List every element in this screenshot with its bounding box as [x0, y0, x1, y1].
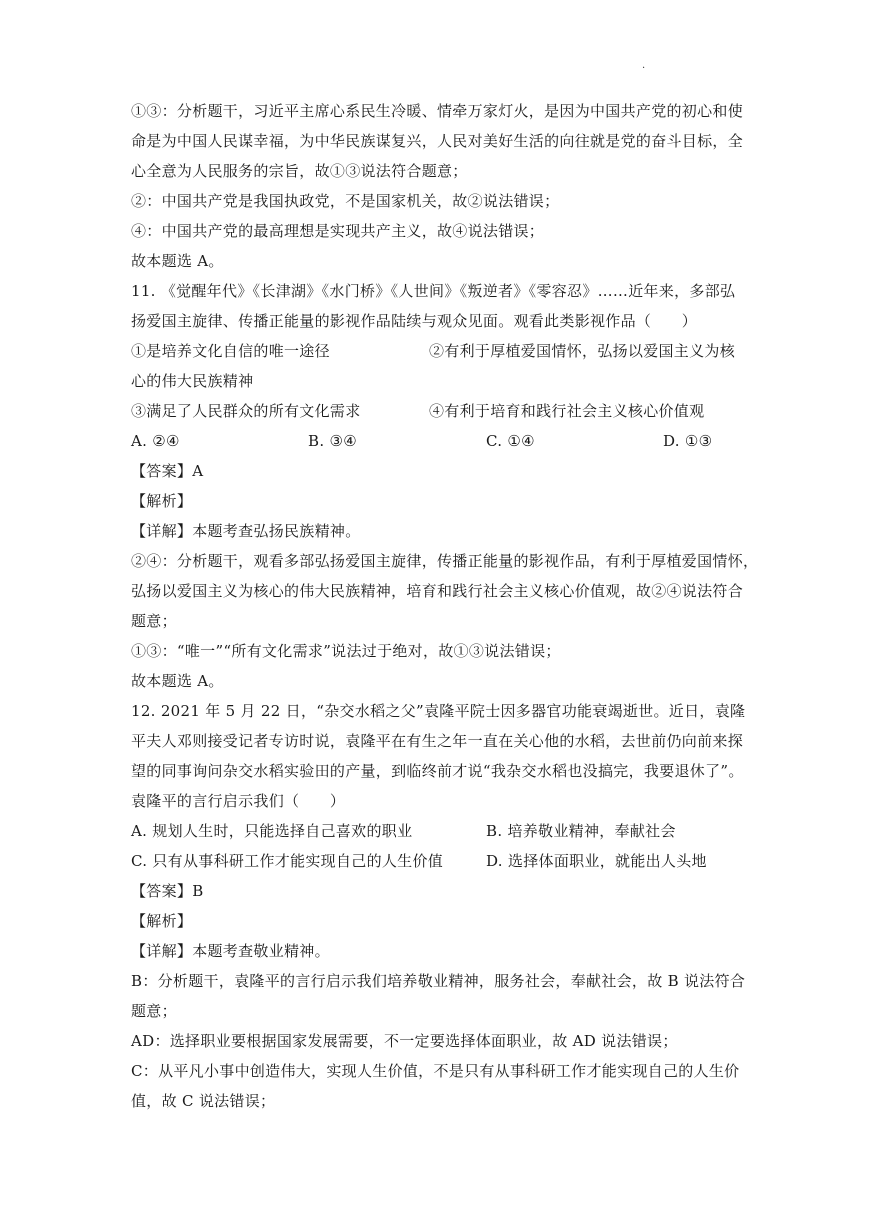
q11-choice-a: A. ②④: [131, 432, 180, 450]
question-12-stem: 袁隆平的言行启示我们（ ）: [131, 792, 346, 810]
text-line: 心全意为人民服务的宗旨，故①③说法符合题意；: [131, 162, 468, 180]
q11-choice-c: C. ①④: [486, 432, 535, 450]
q12-choices-row: [131, 816, 743, 846]
q11-choices: [131, 426, 743, 456]
q11-choice-d: D. ①③: [663, 432, 713, 450]
q12-choices-row: [131, 846, 743, 876]
analysis-label: 【解析】: [131, 912, 193, 930]
detail-line: 【详解】本题考查弘扬民族精神。: [131, 522, 361, 540]
text-line: C：从平凡小事中创造伟大，实现人生价值，不是只有从事科研工作才能实现自己的人生价: [131, 1062, 740, 1080]
detail-line: 【详解】本题考查敬业精神。: [131, 942, 330, 960]
text-line: AD：选择职业要根据国家发展需要，不一定要选择体面职业，故 AD 说法错误；: [131, 1032, 678, 1050]
header-dot: .: [642, 60, 646, 71]
question-11-stem: 11. 《觉醒年代》《长津湖》《水门桥》《人世间》《叛逆者》《零容忍》……近年来，多部弘: [131, 282, 736, 300]
text-line: ①③：“唯一”“所有文化需求”说法过于绝对，故①③说法错误；: [131, 642, 561, 660]
q11-choice-b: B. ③④: [308, 432, 357, 450]
q11-option-row: [131, 396, 743, 426]
answer-label: 【答案】B: [131, 882, 204, 900]
q11-option-3: ③满足了人民群众的所有文化需求: [131, 402, 361, 420]
answer-label: 【答案】A: [131, 462, 204, 480]
question-12-stem: 望的同事询问杂交水稻实验田的产量，到临终前才说“我杂交水稻也没搞完，我要退休了”。: [131, 762, 744, 780]
document-body: [131, 96, 759, 1116]
text-line: ②：中国共产党是我国执政党，不是国家机关，故②说法错误；: [131, 192, 560, 210]
text-line: ②④：分析题干，观看多部弘扬爱国主旋律，传播正能量的影视作品，有利于厚植爱国情怀，: [131, 552, 759, 570]
q11-option-1: ①是培养文化自信的唯一途径: [131, 342, 330, 360]
question-12-stem: 12. 2021 年 5 月 22 日，“杂交水稻之父”袁隆平院士因多器官功能衰竭逝世。近日，袁隆: [131, 702, 746, 720]
text-line: 题意；: [131, 1002, 177, 1020]
q11-option-4: ④有利于培育和践行社会主义核心价值观: [429, 402, 705, 420]
text-line: 弘扬以爱国主义为核心的伟大民族精神，培育和践行社会主义核心价值观，故②④说法符合: [131, 582, 744, 600]
text-line: 故本题选 A。: [131, 252, 224, 270]
analysis-label: 【解析】: [131, 492, 193, 510]
question-12-stem: 平夫人邓则接受记者专访时说，袁隆平在有生之年一直在关心他的水稻，去世前仍向前来探: [131, 732, 744, 750]
q11-option-2: ②有利于厚植爱国情怀，弘扬以爱国主义为核: [429, 342, 736, 360]
text-line: 命是为中国人民谋幸福，为中华民族谋复兴，人民对美好生活的向往就是党的奋斗目标，全: [131, 132, 744, 150]
q11-option-cont: 心的伟大民族精神: [131, 372, 254, 390]
q12-choice-d: D. 选择体面职业，就能出人头地: [486, 852, 707, 870]
text-line: 题意；: [131, 612, 177, 630]
q11-option-row: [131, 336, 743, 366]
q12-choice-a: A. 规划人生时，只能选择自己喜欢的职业: [131, 822, 413, 840]
text-line: B：分析题干，袁隆平的言行启示我们培养敬业精神，服务社会，奉献社会，故 B 说法符合: [131, 972, 746, 990]
question-11-stem: 扬爱国主旋律、传播正能量的影视作品陆续与观众见面。观看此类影视作品（ ）: [131, 312, 698, 330]
q12-choice-b: B. 培养敬业精神，奉献社会: [486, 822, 676, 840]
text-line: ①③：分析题干，习近平主席心系民生冷暖、情牵万家灯火，是因为中国共产党的初心和使: [131, 102, 744, 120]
q12-choice-c: C. 只有从事科研工作才能实现自己的人生价值: [131, 852, 444, 870]
text-line: 故本题选 A。: [131, 672, 224, 690]
text-line: 值，故 C 说法错误；: [131, 1092, 276, 1110]
text-line: ④：中国共产党的最高理想是实现共产主义，故④说法错误；: [131, 222, 545, 240]
